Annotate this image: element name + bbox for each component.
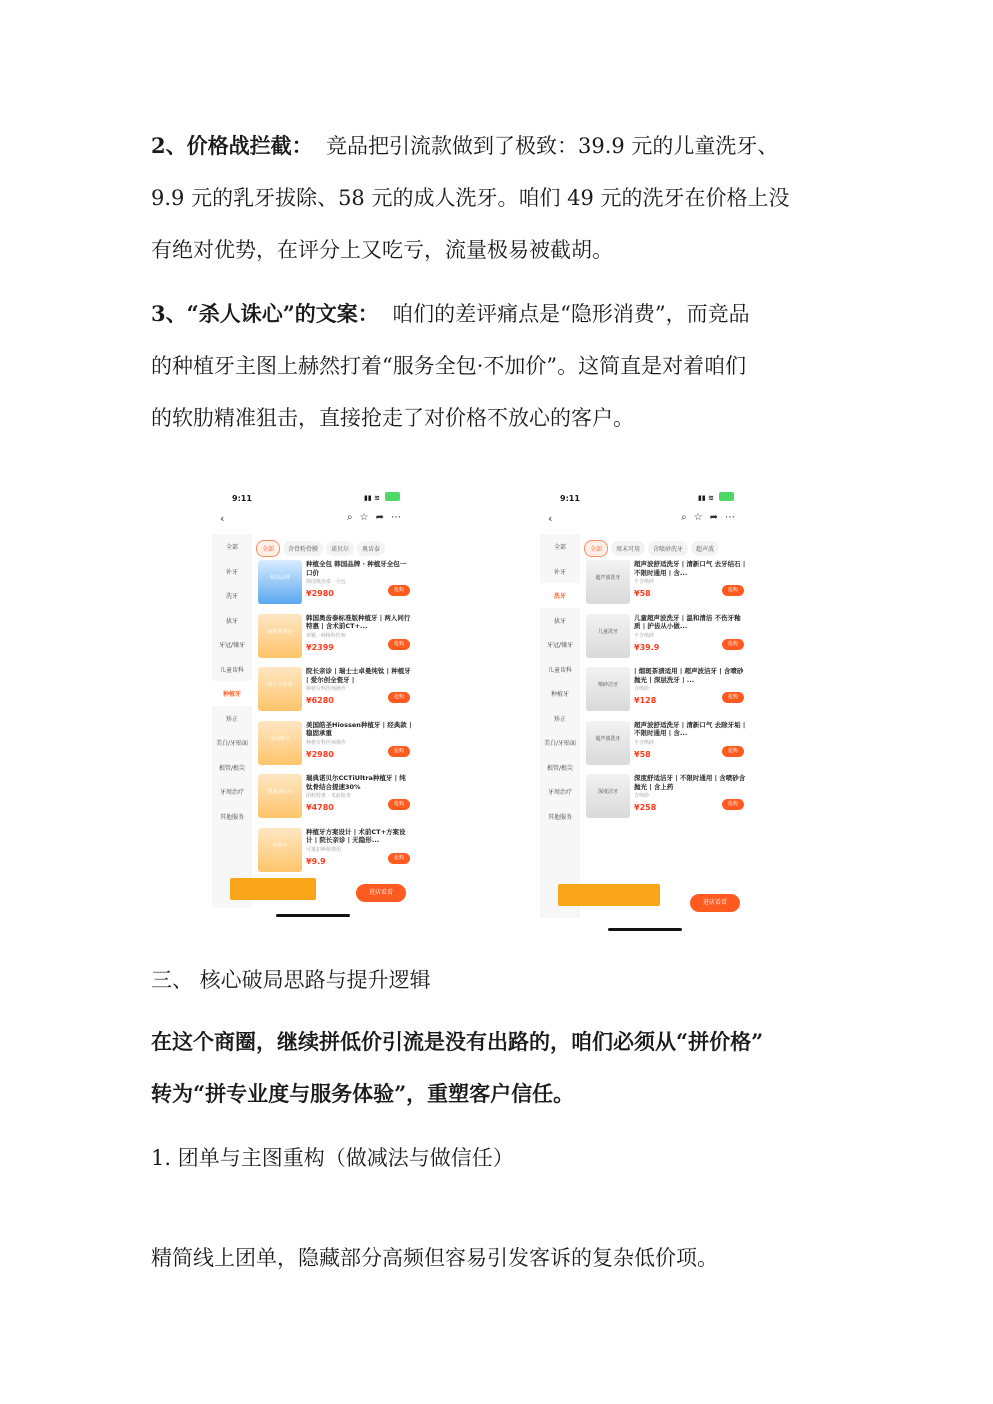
status-bar (540, 488, 752, 508)
enter-store-button[interactable]: 进店看看 (356, 884, 406, 902)
buy-button[interactable]: 抢购 (722, 692, 744, 703)
product-title: 美国皓圣Hiossen种植牙 | 经典款 | 稳固承重 (306, 720, 412, 737)
product-title: 种植牙方案设计 | 术前CT+方案设计 | 院长亲诊 | 无隐形... (306, 827, 406, 844)
product-title: 儿童超声波洗牙 | 温和清洁 不伤牙釉质 | 护齿从小做... (634, 613, 741, 630)
sidebar-item[interactable]: 种植牙 (212, 681, 252, 706)
subsection-1-body: 精简线上团单，隐藏部分高频但容易引发客诉的复杂低价项。 (151, 1246, 718, 1270)
section-2-heading: 2、价格战拦截： (151, 133, 313, 158)
nav-icons[interactable]: ⌕☆➦⋯ (681, 512, 742, 523)
battery-icon (385, 492, 400, 501)
product-meta: 种植专科医师操作 (306, 686, 347, 692)
back-icon[interactable]: ‹ (548, 512, 553, 525)
product-thumbnail: 韩国奥齿泰 (258, 614, 302, 658)
product-price: ¥2980 (306, 589, 334, 598)
subsection-1-heading: 1. 团单与主图重构（做减法与做信任） (151, 1146, 514, 1170)
product-meta: 种植专科医师操作 (306, 739, 347, 746)
sidebar-item[interactable]: 矫正 (553, 715, 566, 723)
product-meta: 含喷砂 (634, 793, 650, 799)
filter-tab[interactable]: 含喷砂洗牙 (648, 541, 688, 556)
filter-tab[interactable]: 全部 (256, 540, 280, 557)
product-list (256, 558, 414, 879)
filter-tab[interactable]: 周末可用 (611, 541, 645, 556)
product-meta: 不含喷砂 (634, 632, 655, 639)
section-2-text-2: 9.9 元的乳牙拔除、58 元的成人洗牙。咱们 49 元的洗牙在价格上没 (151, 186, 790, 210)
sidebar-item[interactable]: 牙周治疗 (219, 789, 244, 796)
nav-bar (540, 508, 752, 532)
product-title: 瑞典诺贝尔CCTiUltra种植牙 | 纯钛骨结合提速30% (306, 774, 406, 791)
category-sidebar (212, 534, 252, 908)
product-price: ¥258 (634, 803, 657, 812)
filter-tabs (584, 536, 752, 554)
product-title: 韩国奥齿泰标准版种植牙 | 两人同行特惠 | 含术前CT+... (306, 613, 411, 630)
section-3-text-3: 的软肋精准狙击，直接抢走了对价格不放心的客户。 (151, 406, 634, 430)
product-title: | 烟斑茶渍适用 | 超声波洁牙 | 含喷砂抛光 | 深层洗牙 | ... (634, 667, 744, 684)
product-card[interactable] (256, 558, 414, 612)
buy-button[interactable]: 抢购 (722, 639, 744, 650)
product-meta: 不含喷砂 (634, 739, 655, 746)
enter-store-button[interactable]: 进店看看 (690, 894, 740, 912)
redaction-mark (558, 884, 660, 906)
signal-icon: ▮▮ ≋ (697, 494, 714, 502)
buy-button[interactable]: 抢购 (388, 639, 410, 650)
product-card[interactable] (584, 665, 748, 719)
section-3-text-2: 的种植牙主图上赫然打着“服务全包·不加价”。这简直是对着咱们 (151, 354, 747, 378)
section-3-text-1: 咱们的差评痛点是“隐形消费”，而竞品 (392, 302, 750, 326)
product-price: ¥128 (634, 696, 657, 705)
buy-button[interactable]: 抢购 (722, 746, 744, 757)
home-indicator-left (276, 914, 350, 917)
nav-bar (212, 508, 418, 532)
sidebar-item[interactable]: 补牙 (553, 568, 566, 576)
product-price: ¥2980 (306, 749, 334, 759)
product-thumbnail: 超声波洗牙 (586, 721, 630, 765)
product-title: 超声波舒适洗牙 | 清新口气 去除牙垢 | 不限时通用 | 含... (634, 720, 746, 737)
product-price: ¥58 (634, 589, 651, 598)
lead-line-1: 在这个商圈，继续拼低价引流是没有出路的，咱们必须从“拼价格” (151, 1029, 764, 1054)
product-meta: 韩国奥齿泰 · 全包 (306, 579, 346, 585)
product-card[interactable] (256, 772, 414, 826)
product-card[interactable] (584, 719, 748, 773)
section-three-lead (151, 1016, 851, 1120)
product-thumbnail: 瑞士士卓曼 (258, 667, 302, 711)
section-three-heading: 三、 核心破局思路与提升逻辑 (151, 968, 431, 992)
sidebar-item[interactable]: 牙冠/镶牙 (218, 642, 246, 649)
product-price: ¥4780 (306, 803, 334, 812)
product-card[interactable] (256, 665, 414, 719)
product-title: 种植全包 韩国品牌 · 种植牙全包一口价 (306, 560, 407, 577)
product-thumbnail: 韩国品牌 (258, 560, 302, 604)
sidebar-item[interactable]: 补牙 (225, 568, 238, 576)
sidebar-item[interactable]: 其他服务 (547, 813, 572, 821)
product-title: 超声波舒适洗牙 | 清新口气 去牙结石 | 不限时通用 | 含... (634, 560, 746, 577)
sidebar-item[interactable]: 洗牙 (225, 593, 238, 600)
sidebar-item[interactable]: 根管/根尖 (546, 764, 574, 772)
product-meta: 单颗 · 种植科医师 (306, 632, 346, 639)
nav-icons[interactable]: ⌕☆➦⋯ (347, 512, 408, 523)
product-title: 院长亲诊 | 瑞士士卓曼纯钛 | 种植牙 | 爱尔创全瓷牙 | (306, 667, 411, 684)
product-thumbnail: 喷砂洁牙 (586, 667, 630, 711)
sidebar-item[interactable]: 洗牙 (540, 583, 580, 608)
status-bar (212, 488, 418, 508)
battery-icon (719, 492, 734, 501)
product-card[interactable] (584, 772, 748, 826)
product-card[interactable] (584, 612, 748, 666)
section-2-text-1: 竞品把引流款做到了极致：39.9 元的儿童洗牙、 (325, 134, 779, 158)
back-icon[interactable]: ‹ (220, 512, 225, 525)
product-meta: 团购特惠 · 术前检查 (306, 793, 351, 799)
product-meta: 含喷砂 (634, 686, 650, 692)
status-time: 9:11 (232, 494, 252, 503)
product-card[interactable] (256, 719, 414, 773)
sidebar-item[interactable]: 根管/根尖 (218, 764, 246, 772)
buy-button[interactable]: 抢购 (388, 692, 410, 703)
product-thumbnail: 美国皓圣 (258, 721, 302, 765)
product-price: ¥9.9 (306, 856, 326, 866)
sidebar-item[interactable]: 美白/牙贴面 (543, 740, 577, 747)
product-price: ¥39.9 (634, 642, 660, 652)
sidebar-item[interactable]: 其他服务 (219, 813, 244, 821)
status-time: 9:11 (560, 494, 580, 503)
product-thumbnail: 瑞典诺贝尔 (258, 774, 302, 818)
product-price: ¥6280 (306, 696, 334, 705)
phone-screenshot-implant (212, 488, 418, 908)
buy-button[interactable]: 抢购 (388, 746, 410, 757)
product-price: ¥2399 (306, 642, 334, 652)
category-sidebar (540, 534, 580, 918)
product-thumbnail: 深度洁牙 (586, 774, 630, 818)
product-price: ¥58 (634, 749, 651, 759)
product-thumbnail: 超声波洗牙 (586, 560, 630, 604)
product-card[interactable] (256, 826, 414, 880)
buy-button[interactable]: 抢购 (388, 853, 410, 864)
section-2-paragraph (151, 120, 851, 276)
filter-tabs (256, 536, 418, 554)
buy-button[interactable]: 抢购 (388, 799, 410, 810)
buy-button[interactable]: 抢购 (388, 585, 410, 596)
filter-tab[interactable]: 诺贝尔 (326, 541, 354, 556)
filter-tab[interactable]: 含骨粉骨膜 (283, 541, 323, 556)
phone-screenshot-cleaning (540, 488, 752, 918)
sidebar-item[interactable]: 儿童齿科 (219, 666, 244, 674)
product-card[interactable] (584, 558, 748, 612)
section-3-heading: 3、“杀人诛心”的文案： (151, 301, 379, 326)
filter-tab[interactable]: 奥齿泰 (357, 541, 385, 556)
product-title: 深度舒适洁牙 | 不限时通用 | 含喷砂含抛光 | 含上药 (634, 774, 746, 791)
sidebar-item[interactable]: 种植牙 (550, 691, 569, 698)
sidebar-item[interactable]: 牙周治疗 (547, 789, 572, 796)
product-thumbnail: 种植牙 (258, 828, 302, 872)
sidebar-item[interactable]: 全部 (553, 544, 566, 551)
redaction-mark (230, 878, 316, 900)
product-list (584, 558, 748, 826)
product-thumbnail: 儿童洗牙 (586, 614, 630, 658)
filter-tab[interactable]: 全部 (584, 540, 608, 557)
sidebar-item[interactable]: 牙冠/镶牙 (546, 642, 574, 649)
sidebar-item[interactable]: 全部 (225, 544, 238, 551)
sidebar-item[interactable]: 拔牙 (225, 617, 238, 625)
product-card[interactable] (256, 612, 414, 666)
sidebar-item[interactable]: 拔牙 (553, 617, 566, 625)
buy-button[interactable]: 抢购 (722, 799, 744, 810)
product-meta: 可抵扣种植费用 (306, 846, 342, 853)
signal-icon: ▮▮ ≋ (363, 494, 380, 502)
section-3-paragraph (151, 288, 851, 444)
sidebar-item[interactable]: 矫正 (225, 715, 238, 723)
filter-tab[interactable]: 超声波 (691, 541, 719, 556)
sidebar-item[interactable]: 美白/牙贴面 (215, 740, 249, 747)
lead-line-2: 转为“拼专业度与服务体验”，重塑客户信任。 (151, 1081, 575, 1106)
product-meta: 不含喷砂 (634, 579, 655, 585)
section-2-text-3: 有绝对优势，在评分上又吃亏，流量极易被截胡。 (151, 238, 613, 262)
buy-button[interactable]: 抢购 (722, 585, 744, 596)
sidebar-item[interactable]: 儿童齿科 (547, 666, 572, 674)
home-indicator-right (608, 928, 682, 931)
